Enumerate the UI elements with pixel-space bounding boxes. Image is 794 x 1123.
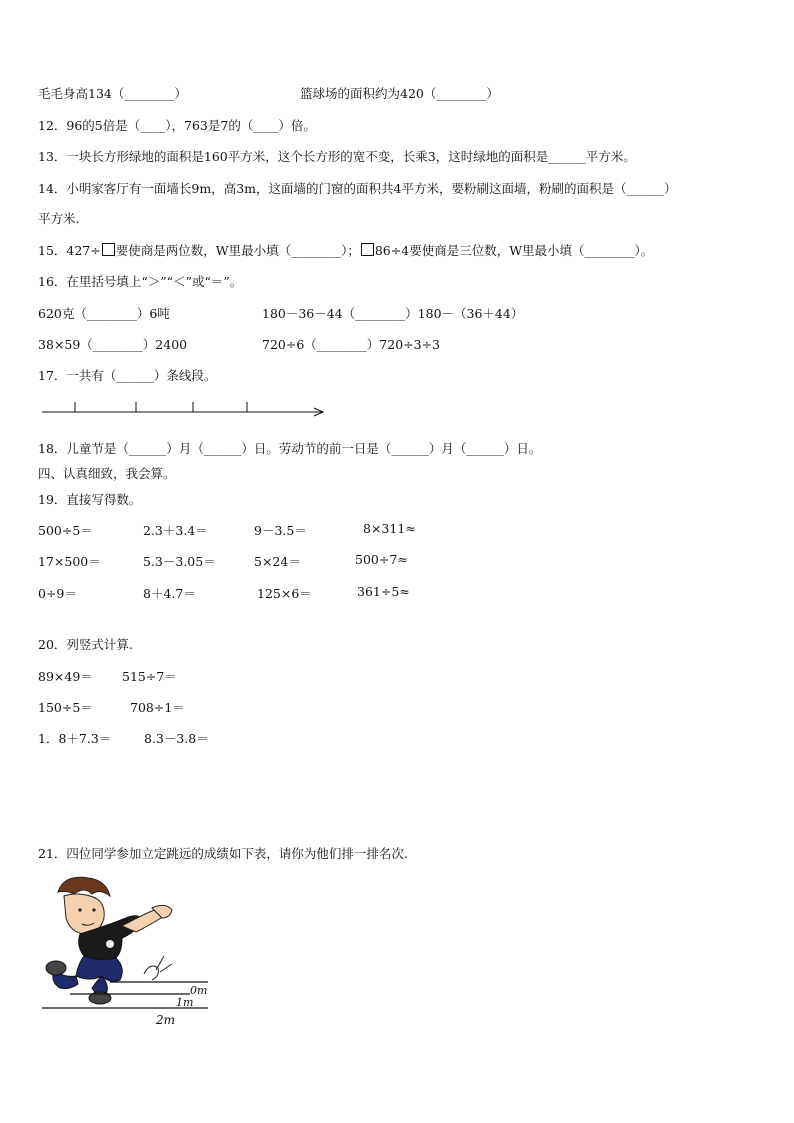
calc-item: 8＋4.7＝ [143, 586, 196, 601]
calc-item: 5×24＝ [254, 554, 301, 569]
calc-item: 515÷7＝ [122, 669, 177, 684]
jumping-boy-illustration [40, 872, 220, 1030]
calc-item: 361÷5≈ [357, 584, 410, 599]
question-16: 16．在里括号填上“＞”“＜”或“＝”。 [38, 274, 243, 289]
compare-item: 38×59（________）2400 [38, 337, 188, 352]
question-17: 17．一共有（______）条线段。 [38, 368, 217, 383]
calc-item: 5.3－3.05＝ [143, 554, 216, 569]
question-15 [38, 241, 653, 259]
calc-item: 125×6＝ [257, 586, 312, 601]
compare-item: 180－36－44（________）180－（36＋44） [262, 306, 524, 321]
calc-item: 17×500＝ [38, 554, 101, 569]
item-height: 毛毛身高134（________） [38, 86, 187, 101]
compare-item: 720÷6（________）720÷3÷3 [262, 337, 440, 352]
blank-box-icon [102, 243, 115, 256]
calc-item: 2.3＋3.4＝ [143, 523, 208, 538]
calc-item: 9－3.5＝ [254, 523, 307, 538]
question-20: 20．列竖式计算. [38, 637, 133, 652]
question-14-cont: 平方米. [38, 211, 80, 226]
blank-box-icon [361, 243, 374, 256]
figure-label-0m: 0m [190, 984, 208, 997]
question-13: 13．一块长方形绿地的面积是160平方米，这个长方形的宽不变，长乘3，这时绿地的面积是______平方米。 [38, 149, 636, 164]
figure-label-1m: 1m [176, 996, 194, 1009]
calc-item: 8×311≈ [363, 521, 416, 536]
section-4-heading: 四、认真细致，我会算。 [38, 466, 176, 481]
calc-item: 500÷5＝ [38, 523, 93, 538]
question-15-part1: 15．427÷ [38, 243, 101, 258]
question-18: 18．儿童节是（______）月（______）日。劳动节的前一日是（______）月（______）日。 [38, 441, 542, 456]
question-14: 14．小明家客厅有一面墙长9m，高3m，这面墙的门窗的面积共4平方米，要粉刷这面墙，粉刷的面积是（______） [38, 181, 677, 196]
question-12: 12．96的5倍是（____），763是7的（____）倍。 [38, 118, 316, 133]
calc-item: 8.3－3.8＝ [144, 731, 209, 746]
calc-item: 150÷5＝ [38, 700, 93, 715]
question-15-part2: 要使商是两位数，W里最小填（________）； [115, 243, 360, 258]
compare-item: 620克（________）6吨 [38, 306, 170, 321]
question-19: 19．直接写得数。 [38, 492, 142, 507]
line-segment-figure [40, 398, 330, 418]
calc-item: 1．8＋7.3＝ [38, 731, 112, 746]
figure-label-2m: 2m [156, 1013, 176, 1027]
question-21: 21．四位同学参加立定跳远的成绩如下表，请你为他们排一排名次. [38, 846, 408, 861]
calc-item: 89×49＝ [38, 669, 93, 684]
calc-item: 708÷1＝ [130, 700, 185, 715]
calc-item: 0÷9＝ [38, 586, 77, 601]
item-court-area: 篮球场的面积约为420（________） [300, 86, 499, 101]
calc-item: 500÷7≈ [355, 552, 408, 567]
question-15-part3: 86÷4要使商是三位数，W里最小填（________）。 [374, 243, 654, 258]
